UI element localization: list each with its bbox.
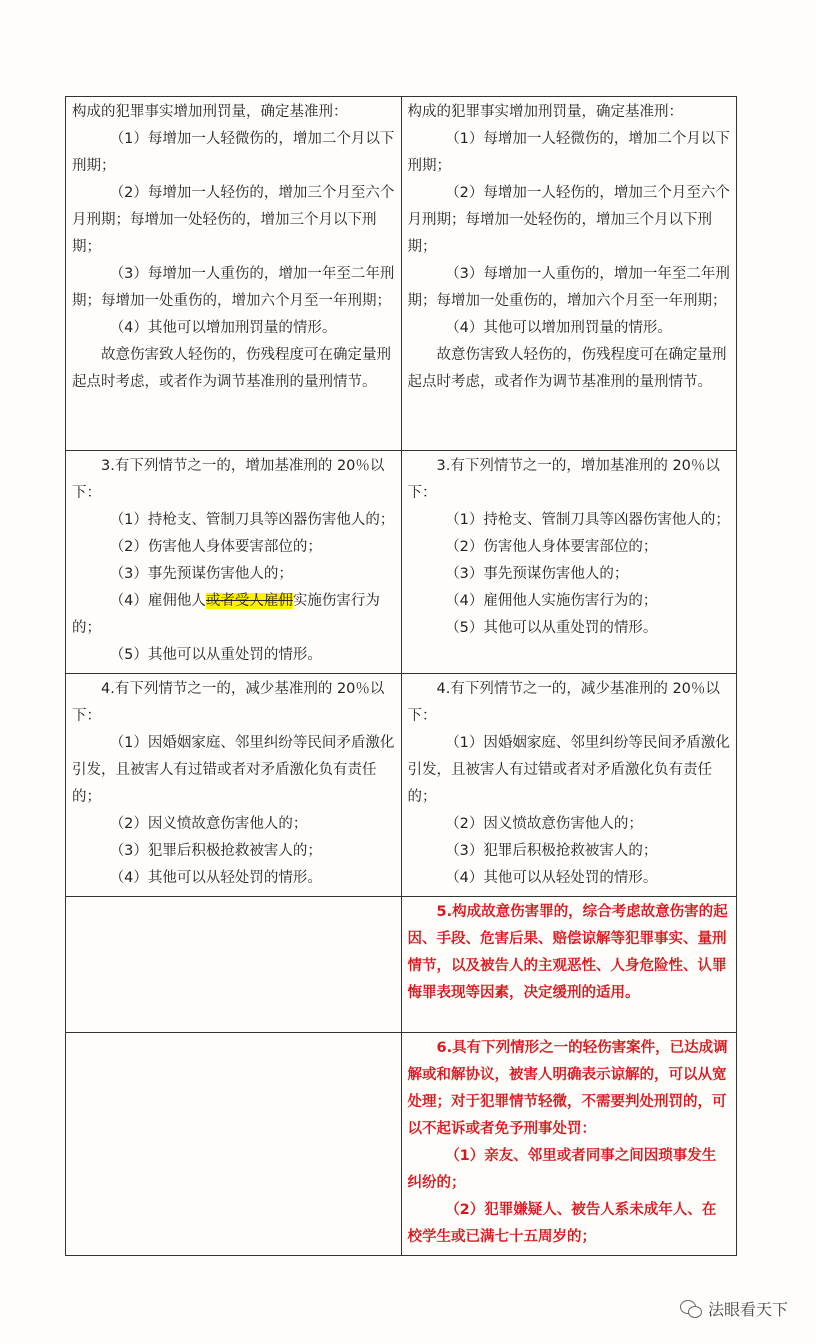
list-item: （3）事先预谋伤害他人的； [445, 566, 629, 582]
paragraph: 故意伤害致人轻伤的，伤残程度可在确定量刑起点时考虑，或者作为调节基准刑的量刑情节。 [72, 347, 391, 390]
list-item: （2）因义愤故意伤害他人的； [445, 816, 643, 832]
table-cell-old-empty [66, 1033, 402, 1256]
list-item-added: （1）亲友、邻里或者同事之间因琐事发生纠纷的； [407, 1148, 717, 1191]
table-cell-new [401, 674, 737, 897]
wechat-icon [680, 1300, 702, 1318]
account-name: 法眼看天下 [707, 1300, 788, 1319]
list-item: （3）犯罪后积极抢救被害人的； [109, 843, 322, 859]
list-item: （3）事先预谋伤害他人的； [109, 566, 293, 582]
table-cell-old [66, 674, 402, 897]
list-item: （1）每增加一人轻微伤的，增加二个月以下刑期； [72, 131, 395, 174]
comparison-table [65, 96, 737, 1256]
table-cell-new [401, 1033, 737, 1256]
list-item: （2）伤害他人身体要害部位的； [109, 539, 322, 555]
list-item: （2）每增加一人轻伤的，增加三个月至六个月刑期；每增加一处轻伤的，增加三个月以下刑期； [407, 185, 730, 255]
list-item: （5）其他可以从重处罚的情形。 [445, 620, 658, 636]
table-cell-old [66, 97, 402, 451]
table-cell-old-empty [66, 897, 402, 1033]
table-cell-new [401, 897, 737, 1033]
paragraph: 构成的犯罪事实增加刑罚量，确定基准刑： [407, 104, 683, 120]
paragraph: 4.有下列情节之一的，减少基准刑的 20％以下： [407, 681, 720, 724]
paragraph-added: 5.构成故意伤害罪的，综合考虑故意伤害的起因、手段、危害后果、赔偿谅解等犯罪事实、量刑情节，以及被告人的主观恶性、人身危险性、认罪悔罪表现等因素，决定缓刑的适用。 [407, 904, 728, 1001]
list-item: （2）伤害他人身体要害部位的； [445, 539, 658, 555]
table-row [66, 674, 737, 897]
paragraph: 构成的犯罪事实增加刑罚量，确定基准刑： [72, 104, 348, 120]
list-item: （1）每增加一人轻微伤的，增加二个月以下刑期； [407, 131, 730, 174]
list-item: （4）其他可以从轻处罚的情形。 [109, 870, 322, 886]
list-item: （1）持枪支、管制刀具等凶器伤害他人的； [109, 512, 395, 528]
account-watermark [680, 1297, 788, 1320]
table-row [66, 1033, 737, 1256]
item-text: 实施伤害行为的； [72, 593, 380, 636]
table-row [66, 897, 737, 1033]
paragraph: 故意伤害致人轻伤的，伤残程度可在确定量刑起点时考虑，或者作为调节基准刑的量刑情节。 [407, 347, 727, 390]
list-item: （2）因义愤故意伤害他人的； [109, 816, 308, 832]
item-text: （4）雇佣他人 [109, 593, 206, 609]
table-row [66, 97, 737, 451]
list-item: （1）持枪支、管制刀具等凶器伤害他人的； [445, 512, 730, 528]
list-item: （3）每增加一人重伤的，增加一年至二年刑期；每增加一处重伤的，增加六个月至一年刑期； [407, 266, 730, 309]
list-item: （5）其他可以从重处罚的情形。 [109, 647, 322, 663]
list-item: （3）每增加一人重伤的，增加一年至二年刑期；每增加一处重伤的，增加六个月至一年刑期； [72, 266, 395, 309]
paragraph: 3.有下列情节之一的，增加基准刑的 20％以下： [72, 458, 385, 501]
table-cell-new [401, 97, 737, 451]
list-item [72, 588, 395, 642]
list-item: （4）雇佣他人实施伤害行为的； [445, 593, 658, 609]
table-cell-new [401, 451, 737, 674]
list-item: （4）其他可以增加刑罚量的情形。 [109, 320, 337, 336]
list-item: （1）因婚姻家庭、邻里纠纷等民间矛盾激化引发，且被害人有过错或者对矛盾激化负有责任的； [72, 735, 395, 805]
list-item: （4）其他可以增加刑罚量的情形。 [445, 320, 672, 336]
table-row [66, 451, 737, 674]
list-item: （3）犯罪后积极抢救被害人的； [445, 843, 658, 859]
list-item: （1）因婚姻家庭、邻里纠纷等民间矛盾激化引发，且被害人有过错或者对矛盾激化负有责任的； [407, 735, 730, 805]
list-item: （4）其他可以从轻处罚的情形。 [445, 870, 658, 886]
paragraph: 3.有下列情节之一的，增加基准刑的 20％以下： [407, 458, 720, 501]
struck-highlight-text: 或者受人雇佣 [205, 593, 293, 609]
list-item: （2）每增加一人轻伤的，增加三个月至六个月刑期；每增加一处轻伤的，增加三个月以下刑期； [72, 185, 395, 255]
paragraph: 4.有下列情节之一的，减少基准刑的 20％以下： [72, 681, 385, 724]
paragraph-added: 6.具有下列情形之一的轻伤害案件，已达成调解或和解协议，被害人明确表示谅解的，可以从宽处理；对于犯罪情节轻微，不需要判处刑罚的，可以不起诉或者免予刑事处罚： [407, 1040, 728, 1137]
list-item-added: （2）犯罪嫌疑人、被告人系未成年人、在校学生或已满七十五周岁的； [407, 1202, 717, 1245]
table-cell-old [66, 451, 402, 674]
